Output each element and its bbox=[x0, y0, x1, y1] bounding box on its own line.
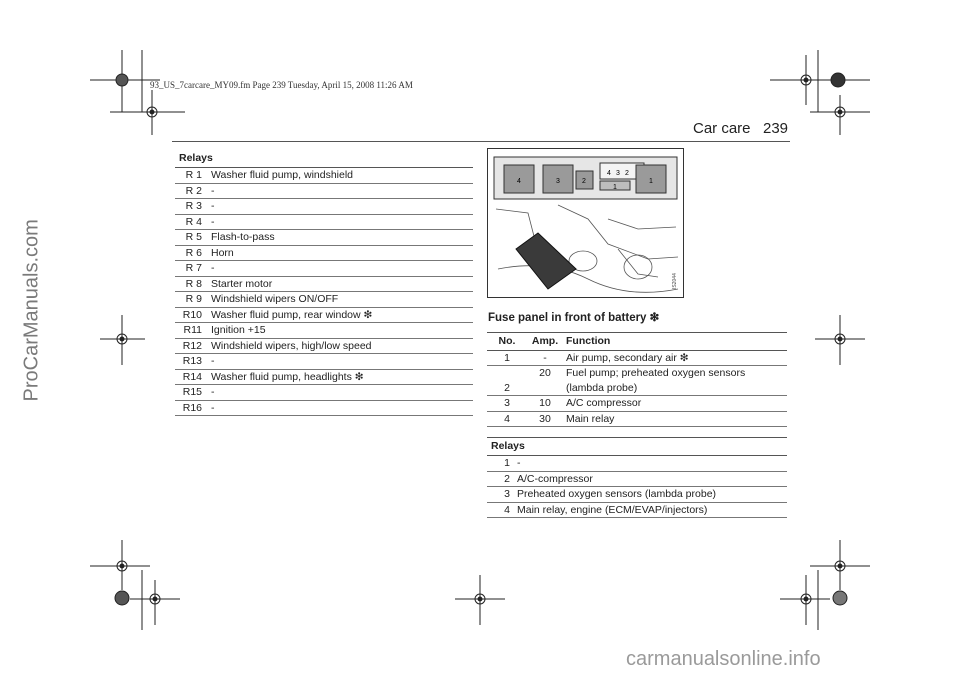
header-rule bbox=[172, 141, 790, 142]
table-row bbox=[175, 230, 473, 246]
figure-title: Fuse panel in front of battery ❇ bbox=[488, 312, 660, 324]
figure-code: IS2044 bbox=[672, 273, 678, 289]
relay-function: Windshield wipers, high/low speed bbox=[211, 339, 372, 352]
table-row bbox=[175, 277, 473, 293]
table-row bbox=[175, 308, 473, 324]
table-row bbox=[175, 354, 473, 370]
side-watermark: ProCarManuals.com bbox=[20, 219, 43, 402]
slot-label-2: 2 bbox=[582, 178, 586, 185]
relay-function: Ignition +15 bbox=[211, 324, 266, 336]
relay-no: 2 bbox=[504, 472, 510, 485]
relay-no: R16 bbox=[182, 401, 202, 414]
relay-function: - bbox=[211, 215, 215, 228]
table-row bbox=[175, 215, 473, 231]
header-no: No. bbox=[498, 335, 516, 347]
relay-no: R 1 bbox=[185, 169, 202, 181]
fuse-function: Air pump, secondary air ❇ bbox=[566, 351, 689, 364]
fuse-amp: 20 bbox=[539, 367, 551, 379]
fuse-amp: 30 bbox=[539, 412, 551, 425]
relay-no: R 7 bbox=[185, 262, 202, 274]
relay-function: - bbox=[211, 262, 215, 274]
table-row bbox=[175, 261, 473, 277]
slot-label-1: 1 bbox=[649, 178, 653, 185]
relay-no: R 8 bbox=[185, 277, 202, 290]
relay-function: Preheated oxygen sensors (lambda probe) bbox=[517, 488, 717, 500]
relay-no: R 2 bbox=[185, 184, 202, 197]
table-row bbox=[487, 396, 787, 412]
relays-table-right bbox=[487, 437, 787, 518]
relay-function: A/C-compressor bbox=[517, 472, 593, 485]
table-row bbox=[175, 339, 473, 355]
table-row bbox=[175, 246, 473, 262]
relays-heading: Relays bbox=[487, 437, 787, 456]
header-amp: Amp. bbox=[531, 335, 559, 347]
fuse-function: A/C compressor bbox=[566, 397, 642, 409]
relay-no: R 4 bbox=[185, 215, 202, 228]
relay-function: Washer fluid pump, rear window ❇ bbox=[211, 308, 373, 321]
relay-function: Washer fluid pump, headlights ❇ bbox=[211, 370, 364, 383]
fuse-no: 2 bbox=[504, 381, 510, 394]
fuse-no: 3 bbox=[504, 397, 510, 409]
relay-function: Washer fluid pump, windshield bbox=[211, 169, 354, 181]
relays-table-left bbox=[175, 150, 473, 416]
relay-function: Main relay, engine (ECM/EVAP/injectors) bbox=[517, 503, 708, 516]
relay-no: R10 bbox=[182, 308, 202, 321]
table-row bbox=[487, 487, 787, 503]
relay-no: 1 bbox=[504, 457, 510, 469]
relay-function: Flash-to-pass bbox=[211, 231, 275, 243]
fuse-function: Main relay bbox=[566, 412, 615, 425]
relay-no: R14 bbox=[182, 370, 202, 383]
fuse-no: 1 bbox=[504, 351, 510, 364]
small-fuse-label: 1 bbox=[613, 184, 617, 191]
relay-function: - bbox=[211, 355, 215, 367]
slot-label-3: 3 bbox=[556, 178, 560, 185]
relay-no: 4 bbox=[504, 503, 510, 516]
table-row bbox=[487, 366, 787, 396]
table-row bbox=[487, 472, 787, 488]
relay-no: R12 bbox=[182, 339, 202, 352]
fuse-table-header bbox=[487, 332, 787, 351]
file-info-line: 93_US_7carcare_MY09.fm Page 239 Tuesday, April 15, 2008 11:26 AM bbox=[150, 80, 413, 90]
table-row bbox=[175, 184, 473, 200]
relay-no: R 3 bbox=[185, 200, 202, 212]
relay-no: R13 bbox=[182, 355, 202, 367]
relay-strip-label-2: 2 bbox=[625, 170, 629, 177]
relay-function: - bbox=[211, 401, 215, 414]
relay-function: Windshield wipers ON/OFF bbox=[211, 293, 339, 305]
table-row bbox=[175, 370, 473, 386]
table-row bbox=[175, 199, 473, 215]
table-row bbox=[175, 168, 473, 184]
relay-strip-label-4: 4 bbox=[607, 170, 611, 177]
fuse-panel-illustration bbox=[487, 148, 684, 298]
relay-strip-label-3: 3 bbox=[616, 170, 620, 177]
table-row bbox=[487, 503, 787, 519]
page-number: 239 bbox=[763, 120, 789, 137]
relay-function: - bbox=[211, 184, 215, 197]
fuse-panel-drawing bbox=[488, 149, 683, 297]
relay-function: - bbox=[211, 200, 215, 212]
relay-function: Starter motor bbox=[211, 277, 273, 290]
table-row bbox=[487, 412, 787, 428]
bottom-watermark: carmanualsonline.info bbox=[626, 648, 821, 670]
section-title: Car care bbox=[693, 120, 751, 137]
table-row bbox=[175, 292, 473, 308]
relay-function: - bbox=[517, 457, 521, 469]
fuse-amp: - bbox=[543, 351, 547, 364]
header-function: Function bbox=[566, 335, 611, 347]
fuse-no: 4 bbox=[504, 412, 510, 425]
slot-label-4: 4 bbox=[517, 178, 521, 185]
fuse-amp: 10 bbox=[539, 397, 551, 409]
relay-no: R15 bbox=[182, 386, 202, 398]
fuse-table bbox=[487, 332, 787, 427]
relay-function: - bbox=[211, 386, 215, 398]
relay-no: R 9 bbox=[185, 293, 202, 305]
relay-no: R11 bbox=[183, 324, 202, 336]
relay-no: 3 bbox=[504, 488, 510, 500]
table-row bbox=[175, 385, 473, 401]
relays-heading: Relays bbox=[175, 150, 473, 168]
table-row bbox=[487, 456, 787, 472]
relay-function: Horn bbox=[211, 246, 234, 259]
table-row bbox=[175, 323, 473, 339]
relay-no: R 5 bbox=[185, 231, 202, 243]
relay-no: R 6 bbox=[185, 246, 202, 259]
fuse-function: Fuel pump; preheated oxygen sensors (lambda probe) bbox=[566, 367, 746, 394]
table-row bbox=[487, 351, 787, 367]
table-row bbox=[175, 401, 473, 417]
